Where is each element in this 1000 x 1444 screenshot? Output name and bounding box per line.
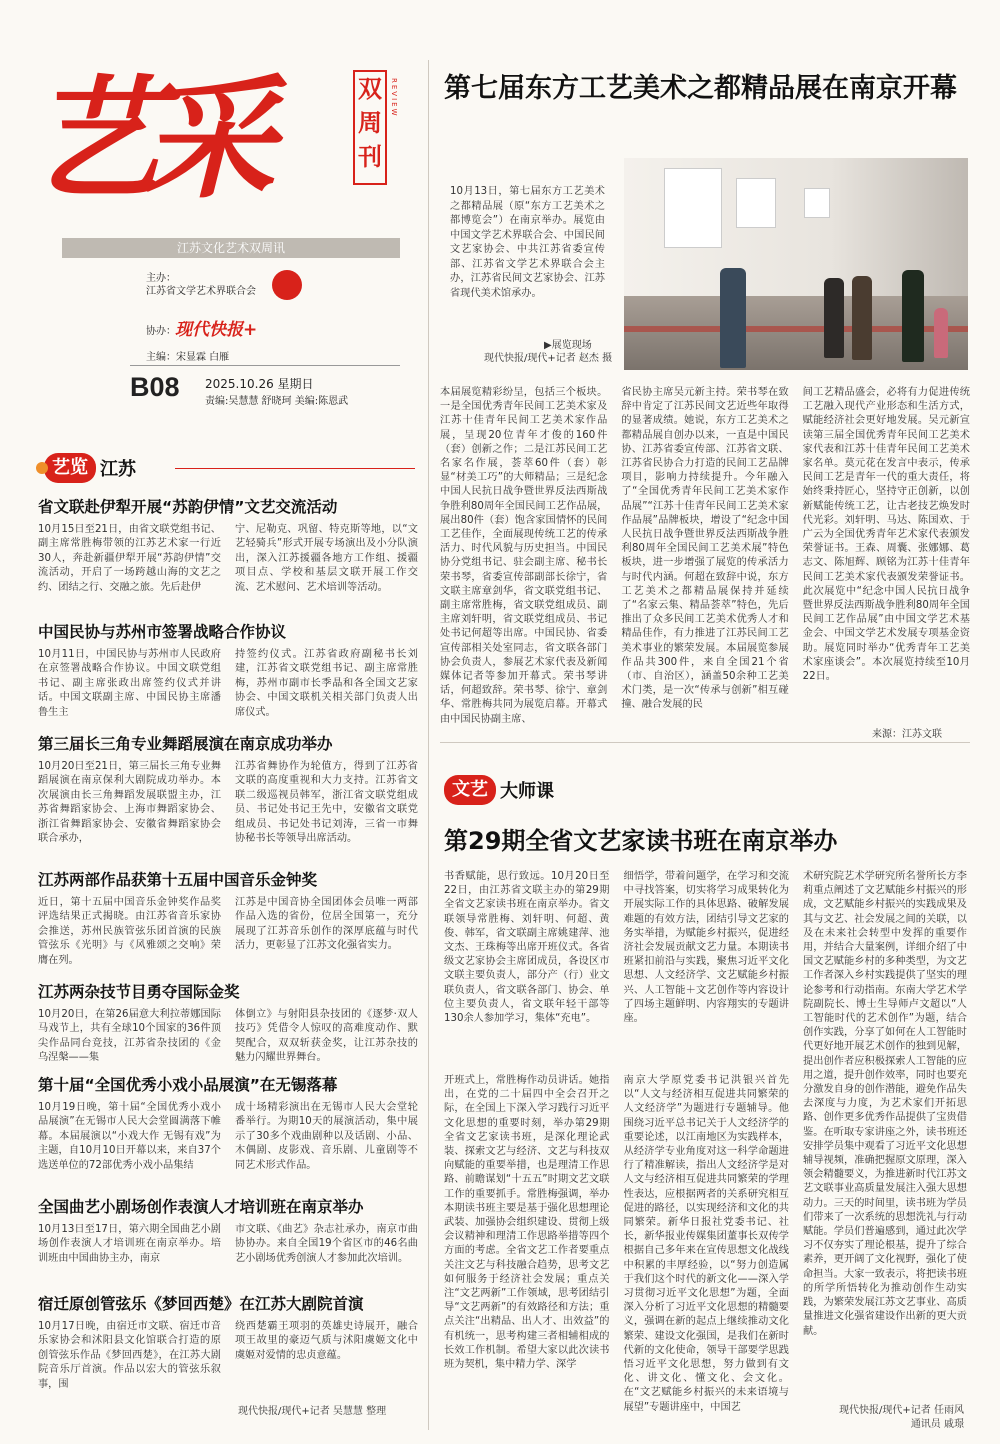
photo-person — [720, 268, 746, 368]
brief-title[interactable]: 宿迁原创管弦乐《梦回西楚》在江苏大剧院首演 — [38, 1295, 364, 1313]
exhibition-photo — [624, 158, 968, 370]
brief-col: 10月20日，在第26届意大利拉蒂娜国际马戏节上，共有全球10个国家的36件顶尖作品同台竞技，江苏省杂技团的《金乌涅槃——集 — [38, 1009, 221, 1064]
biweekly-label: 双周刊 — [353, 70, 387, 185]
coorg-prefix: 协办： — [146, 326, 176, 337]
lead-intro: 10月13日，第七届东方工艺美术之都精品展（原“东方工艺美术之都博览会”）在南京举办。展览由中国文学艺术界联合会、中国民间文艺家协会、中共江苏省委宣传部、江苏省文学艺术界联合会主办，江苏省民间文艺家协会、江苏省现代美术馆承办。 — [450, 186, 605, 299]
page-number: B08 — [130, 372, 180, 402]
brief-title[interactable]: 第十届“全国优秀小戏小品展演”在无锡落幕 — [38, 1076, 338, 1094]
brief-col: 市文联、《曲艺》杂志社承办，南京市曲协协办。来自全国19个省区市的46名曲艺小剧场优秀创演人才参加此次培训。 — [235, 1224, 418, 1264]
badge-label: 大师课 — [500, 781, 554, 802]
masthead-divider — [130, 365, 400, 366]
lead-col: 本届展览精彩纷呈，包括三个板块。一是全国优秀青年民间工艺美术家及江苏十佳青年民间工艺美术家作品展，呈现20位青年才俊的160件（套）创新之作；二是江苏民间工艺名家名作展，荟萃60件（套）彰显“材美工巧”的大师精品；三是纪念中国人民抗日战争暨世界反法西斯战争胜利80周年全国民间工艺作品展，展出80件（套）饱含家国情怀的民间工艺佳作，全面展现传统工艺的传承活力、时代风貌与历史担当。中国民协分党组书记、驻会副主席、秘书长荣书琴，省委宣传部副部长徐宁，省文联主席章剑华，省文联党组书记、副主席常胜梅，省文联党组成员、副主席刘轩明，省文联党组成员、书记处书记何超等出席。中国民协、省委宣传部相关处室同志，省文联各部门协会负责人，参展艺术家代表及新闻媒体记者等参加开幕式。荣书琴讲话，何超致辞。荣书琴、徐宁、章剑华、常胜梅共同为展览启幕。开幕式由中国民协副主席、 — [440, 387, 608, 725]
host-label — [146, 272, 256, 298]
lead-col: 间工艺精品盛会，必将有力促进传统工艺融入现代产业形态和生活方式，赋能经济社会更好地发展。吴元新宣读第三届全国优秀青年民间工艺美术家代表和江苏十佳青年民间工艺美术家名单。莫元花在发言中表示，传承民间工艺是青年一代的重大责任，将始终秉持匠心，坚持守正创新，以创新赋能传统工艺，让古老技艺焕发时代光彩。刘轩明、马达、陈国欢、于广云为全国优秀青年艺术家代表颁发荣誉证书。王森、周囊、张娜娜、葛志文、陈旭辉、顾铭为江苏十佳青年民间工艺美术家代表颁发荣誉证书。此次展览中“纪念中国人民抗日战争暨世界反法西斯战争胜利80周年全国民间工艺作品展”由中国文学艺术基金会、中国文学艺术发展专项基金资助。展览同时举办“优秀青年工艺美术家座谈会”。本次展览持续至10月22日。 — [802, 387, 970, 683]
photo-person — [852, 276, 872, 360]
host-org: 江苏省文学艺术界联合会 — [146, 286, 256, 297]
horizontal-divider — [440, 742, 970, 743]
brief-body — [38, 523, 418, 603]
host-prefix: 主办： — [146, 273, 176, 284]
lead-body — [440, 386, 970, 725]
photo-person — [934, 308, 948, 358]
masterclass-body-top — [444, 870, 789, 1060]
issue-date: 2025.10.26 星期日 — [205, 377, 314, 391]
photo-credit: 现代快报/现代+记者 赵杰 摄 — [484, 353, 613, 364]
photo-caption-title: ▶展览现场 — [544, 340, 592, 351]
chief-editor: 主编：宋显霖 白雁 — [146, 352, 230, 363]
lead-col: 省民协主席吴元新主持。荣书琴在致辞中肯定了江苏民间文艺近些年取得的显著成绩。她说，东方工艺美术之都精品展自创办以来，一直是中国民协、江苏省委宣传部、江苏省文联、江苏省民协合力打造的民间工艺品牌项目，影响力持续提升。今年融入了“全国优秀青年民间工艺美术家作品展”“江苏十佳青年民间工艺美术家作品展”品牌板块，增设了“纪念中国人民抗日战争暨世界反法西斯战争胜利80周年全国民间工艺美术展”特色板块，进一步增强了展览的传承活力与时代内涵。何超在致辞中说，东方工艺美术之都精品展保持并延续了“名家云集、精品荟萃”特色，先后推出了众多民间工艺美术优秀人才和精品佳作，有力推进了江苏民间工艺美术事业的繁荣发展。本届展览参展作品共300件，来自全国21个省（市、自治区），涵盖50余种工艺美术门类，是一次“传承与创新”相互碰撞、融合发展的民 — [621, 387, 789, 711]
credit-reporter: 现代快报/现代+记者 任雨风 — [839, 1405, 964, 1416]
badge-label: 江苏 — [100, 459, 136, 480]
brief-col: 成十场精彩演出在无锡市人民大会堂轮番举行。为期10天的展演活动，集中展示了30多个戏曲剧种以及话剧、小品、木偶剧、皮影戏、音乐剧、儿童剧等不同艺术形式作品。 — [235, 1102, 418, 1171]
photo-panel — [736, 178, 776, 228]
masterclass-body-bottom — [444, 1074, 789, 1414]
brief-body — [38, 760, 418, 852]
badge-red-text: 艺览 — [44, 453, 96, 483]
section-rule — [175, 468, 415, 469]
photo-caption — [484, 339, 612, 365]
badge-red-text: 文艺 — [444, 775, 496, 805]
brief-col: 10月15日至21日，由省文联党组书记、副主席常胜梅带领的江苏艺术家一行近30人，奔赴新疆伊犁开展“苏韵伊情”交流活动，开启了一场跨越山海的文艺之约、团结之行、交融之旅。先后赴伊 — [38, 524, 221, 593]
credit-correspondent: 通讯员 戚璟 — [910, 1419, 964, 1430]
source-note: 来源：江苏文联 — [872, 729, 942, 740]
brief-title[interactable]: 江苏两杂技节目勇夺国际金奖 — [38, 983, 240, 1001]
brief-col: 10月17日晚，由宿迁市文联、宿迁市音乐家协会和沭阳县文化馆联合打造的原创管弦乐作品《梦回西楚》，在江苏大剧院音乐厅首演。作品以宏大的管弦乐叙事，围 — [38, 1321, 221, 1390]
lead-headline[interactable]: 第七届东方工艺美术之都精品展在南京开幕 — [444, 73, 957, 104]
brief-body — [38, 1223, 418, 1269]
photo-person — [824, 278, 844, 358]
brief-col: 10月11日，中国民协与苏州市人民政府在京签署战略合作协议。中国文联党组书记、副主席张政出席签约仪式并讲话。中国文联副主席、中国民协主席潘鲁生主 — [38, 649, 221, 718]
masterclass-credit — [806, 1404, 964, 1432]
coorg-logo: 现代快报+ — [175, 320, 258, 340]
master-col: 开班式上，常胜梅作动员讲话。她指出，在党的二十届四中全会召开之际，在全国上下深入学习践行习近平文化思想的重要时刻，举办第29期全省文艺家读书班，是深化理论武装、探索文艺与经济、文艺与科技双向赋能的重要举措，也是理清工作思路、前瞻谋划“十五五”时期文艺文联工作的重要抓手。常胜梅强调，举办本期读书班主要是基于强化思想理论武装、加强协会组织建设、贯彻上级会议精神和理清工作思路举措等四个方面的考虑。全省文艺工作者要重点关注文艺与科技融合趋势，思考文艺如何服务于经济社会发展；重点关注“文艺两新”工作领域，思考团结引导“文艺两新”的有效路径和方法；重点关注“出精品、出人才、出效益”的有机统一，思考构建三者相辅相成的长效工作机制。希望大家以此次读书班为契机，集中精力学、深学 — [444, 1075, 610, 1371]
brief-body — [38, 1008, 418, 1064]
master-col: 术研究院艺术学研究所名誉所长方李莉重点阐述了文艺赋能乡村振兴的形成，文艺赋能乡村振兴的实践成果及其与文艺、社会发展之间的关联，以及在未来社会转型中发挥的重要作用，并结合大量案例，详细介绍了中国文艺赋能乡村的多种类型，为文艺工作者深入乡村实践提供了坚实的理论参考和行动指南。东南大学艺术学院副院长、博士生导师卢文超以“人工智能时代的艺术创作”为题，结合创作实践，分享了如何在人工智能时代更好地开展艺术创作的独到见解，提出创作者应积极探索人工智能的应用之道，提升创作效率，同时也要充分激发自身的创作潜能，避免作品失去深度与力度，为艺术家们开拓思路、创作更多优秀作品提供了宝贵借鉴。在听取专家讲座之外，读书班还安排学员集中观看了习近平文化思想辅导视频，准确把握原文原理，深入领会精髓要义，为推进新时代江苏文艺文联事业高质量发展注入强大思想动力。三天的时间里，读书班为学员们带来了一次系统的思想洗礼与行动赋能。学员们普遍感到，通过此次学习不仅夯实了理论根基，提升了综合素养，更开阔了文化视野，强化了使命担当。大家一致表示，将把读书班的所学所悟转化为推动创作生动实践，为繁荣发展江苏文艺事业、高质量推进文化强省建设作出新的更大贡献。 — [803, 871, 967, 1337]
brief-col: 10月20日至21日，第三届长三角专业舞蹈展演在南京保利大剧院成功举办。本次展演由长三角舞蹈发展联盟主办，江苏省舞蹈家协会、上海市舞蹈家协会、浙江省舞蹈家协会、安徽省舞蹈家协会联合承办， — [38, 761, 221, 845]
brief-col: 持签约仪式。江苏省政府副秘书长刘建，江苏省文联党组书记、副主席常胜梅，苏州市副市长季晶和各全国文艺家协会、中国文联机关相关部门负责人出席仪式。 — [235, 649, 418, 718]
photo-person — [902, 270, 924, 362]
left-credit: 现代快报/现代+记者 吴慧慧 整理 — [238, 1406, 387, 1417]
brief-body — [38, 1320, 418, 1394]
photo-panel — [664, 168, 722, 248]
master-col: 细悟学，带着问题学，在学习和交流中寻找答案，切实将学习成果转化为开展实际工作的具体思路、破解发展难题的有效方法，团结引导文艺家的务实举措，为赋能乡村振兴，促进经济社会发展贡献文艺力量。本期读书班紧扣前沿与实践，聚焦习近平文化思想、人文经济学、文艺赋能乡村振兴、人工智能＋文艺创作等内容设计了四场主题鲜明、内容翔实的专题讲座。 — [623, 871, 789, 1025]
photo-panel — [804, 188, 830, 218]
review-label: REVIEW — [390, 78, 398, 118]
master-col: 南京大学原党委书记洪银兴首先以“人文与经济相互促进共同繁荣的人文经济学”为题进行专题辅导。他围绕习近平总书记关于人文经济学的重要论述，以江南地区为实践样本，从经济学专业角度对这一科学命题进行了精准解读，指出人文经济学是对人文与经济相互促进共同繁荣的学理性表达，应根据两者的关系研究相互促进的路径，以实现经济和文化的共同繁荣。新华日报社党委书记、社长，新华报业传媒集团董事长双传学根据自己多年来在宣传思想文化战线中积累的丰厚经验，以“努力创造属于我们这个时代的新文化——深入学习贯彻习近平文化思想”为题，全面深入分析了习近平文化思想的精髓要义，强调在新的起点上继续推动文化繁荣、建设文化强国，是我们在新时代新的文化使命，领导干部要学思践悟习近平文化思想，努力做到有文化、讲文化、懂文化、会文化。在“文艺赋能乡村振兴的未来语境与展望”专题讲座中，中国艺 — [623, 1075, 789, 1413]
brief-col: 宁、尼勒克、巩留、特克斯等地，以“文艺轻骑兵”形式开展专场演出及小分队演出，深入江苏援疆各地方工作组、援疆项目点、学校和基层文联开展工作交流、艺术慰问、艺术培训等活动。 — [235, 524, 418, 593]
brief-body — [38, 648, 418, 718]
masthead-subtitle: 江苏文化艺术双周讯 — [62, 238, 400, 258]
brief-title[interactable]: 中国民协与苏州市签署战略合作协议 — [38, 623, 287, 641]
brief-title[interactable]: 省文联赴伊犁开展“苏韵伊情”文艺交流活动 — [38, 498, 338, 516]
brief-col: 江苏省舞协作为轮值方，得到了江苏省文联的高度重视和大力支持。江苏省文联二级巡视员韩军，浙江省文联党组成员、书记处书记王先中，安徽省文联党组成员、书记处书记刘涛，三省一市舞协秘书长等领导出席活动。 — [235, 761, 418, 845]
section-badge-masterclass — [444, 770, 554, 810]
brief-body — [38, 896, 418, 966]
brief-title[interactable]: 第三届长三角专业舞蹈展演在南京成功举办 — [38, 735, 333, 753]
brief-title[interactable]: 全国曲艺小剧场创作表演人才培训班在南京举办 — [38, 1198, 364, 1216]
brief-col: 体倒立》与射阳县杂技团的《逐梦·双人技巧》凭借令人惊叹的高难度动作、默契配合，双双斩获金奖，让江苏杂技的魅力闪耀世界舞台。 — [235, 1009, 418, 1064]
column-divider — [428, 60, 429, 1430]
masthead-logo: 艺采 — [21, 62, 289, 217]
federation-logo-icon — [272, 270, 302, 300]
staff-line: 责编:吴慧慧 舒晓珂 美编:陈恩武 — [205, 396, 349, 407]
brief-body — [38, 1101, 418, 1177]
section-badge-jiangsu — [36, 448, 136, 488]
master-col: 书香赋能，思行致远。10月20日至22日，由江苏省文联主办的第29期全省文艺家读书班在南京举办。省文联领导常胜梅、刘轩明、何超、黄俊、韩军，省文联副主席姚建萍、池文杰、王珠梅等出席开班仪式。各省级文艺家协会主席团成员，各设区市文联主要负责人，部分产（行）业文联负责人，省文联各部门、协会、单位主要负责人，省文联年轻干部等130余人参加学习，集体“充电”。 — [444, 871, 610, 1025]
masterclass-headline[interactable]: 第29期全省文艺家读书班在南京举办 — [444, 827, 838, 855]
brief-title[interactable]: 江苏两部作品获第十五届中国音乐金钟奖 — [38, 871, 318, 889]
brief-col: 江苏是中国音协全国团体会员唯一两部作品入选的省份，位居全国第一，充分展现了江苏音乐创作的深厚底蕴与时代活力，更彰显了江苏文化强省实力。 — [235, 897, 418, 952]
brief-col: 近日，第十五届中国音乐金钟奖作品奖评选结果正式揭晓。由江苏省音乐家协会推送，苏州民族管弦乐团首演的民族管弦乐《光明》与《风雅颂之交响》荣膺在列。 — [38, 897, 221, 966]
brief-col: 10月19日晚，第十届“全国优秀小戏小品展演”在无锡市人民大会堂圆满落下帷幕。本届展演以“小戏大作 无锡有戏”为主题，自10月10日开幕以来，来自37个选送单位的72部优秀小戏小品集结 — [38, 1102, 221, 1171]
brief-col: 绕西楚霸王项羽的英雄史诗展开，融合项王故里的豪迈气质与沭阳虞姬文化中虞姬对爱情的忠贞意蕴。 — [235, 1321, 418, 1361]
badge-dot-icon — [36, 462, 48, 474]
brief-col: 10月13日至17日，第六期全国曲艺小剧场创作表演人才培训班在南京举办。培训班由中国曲协主办，南京 — [38, 1224, 221, 1264]
